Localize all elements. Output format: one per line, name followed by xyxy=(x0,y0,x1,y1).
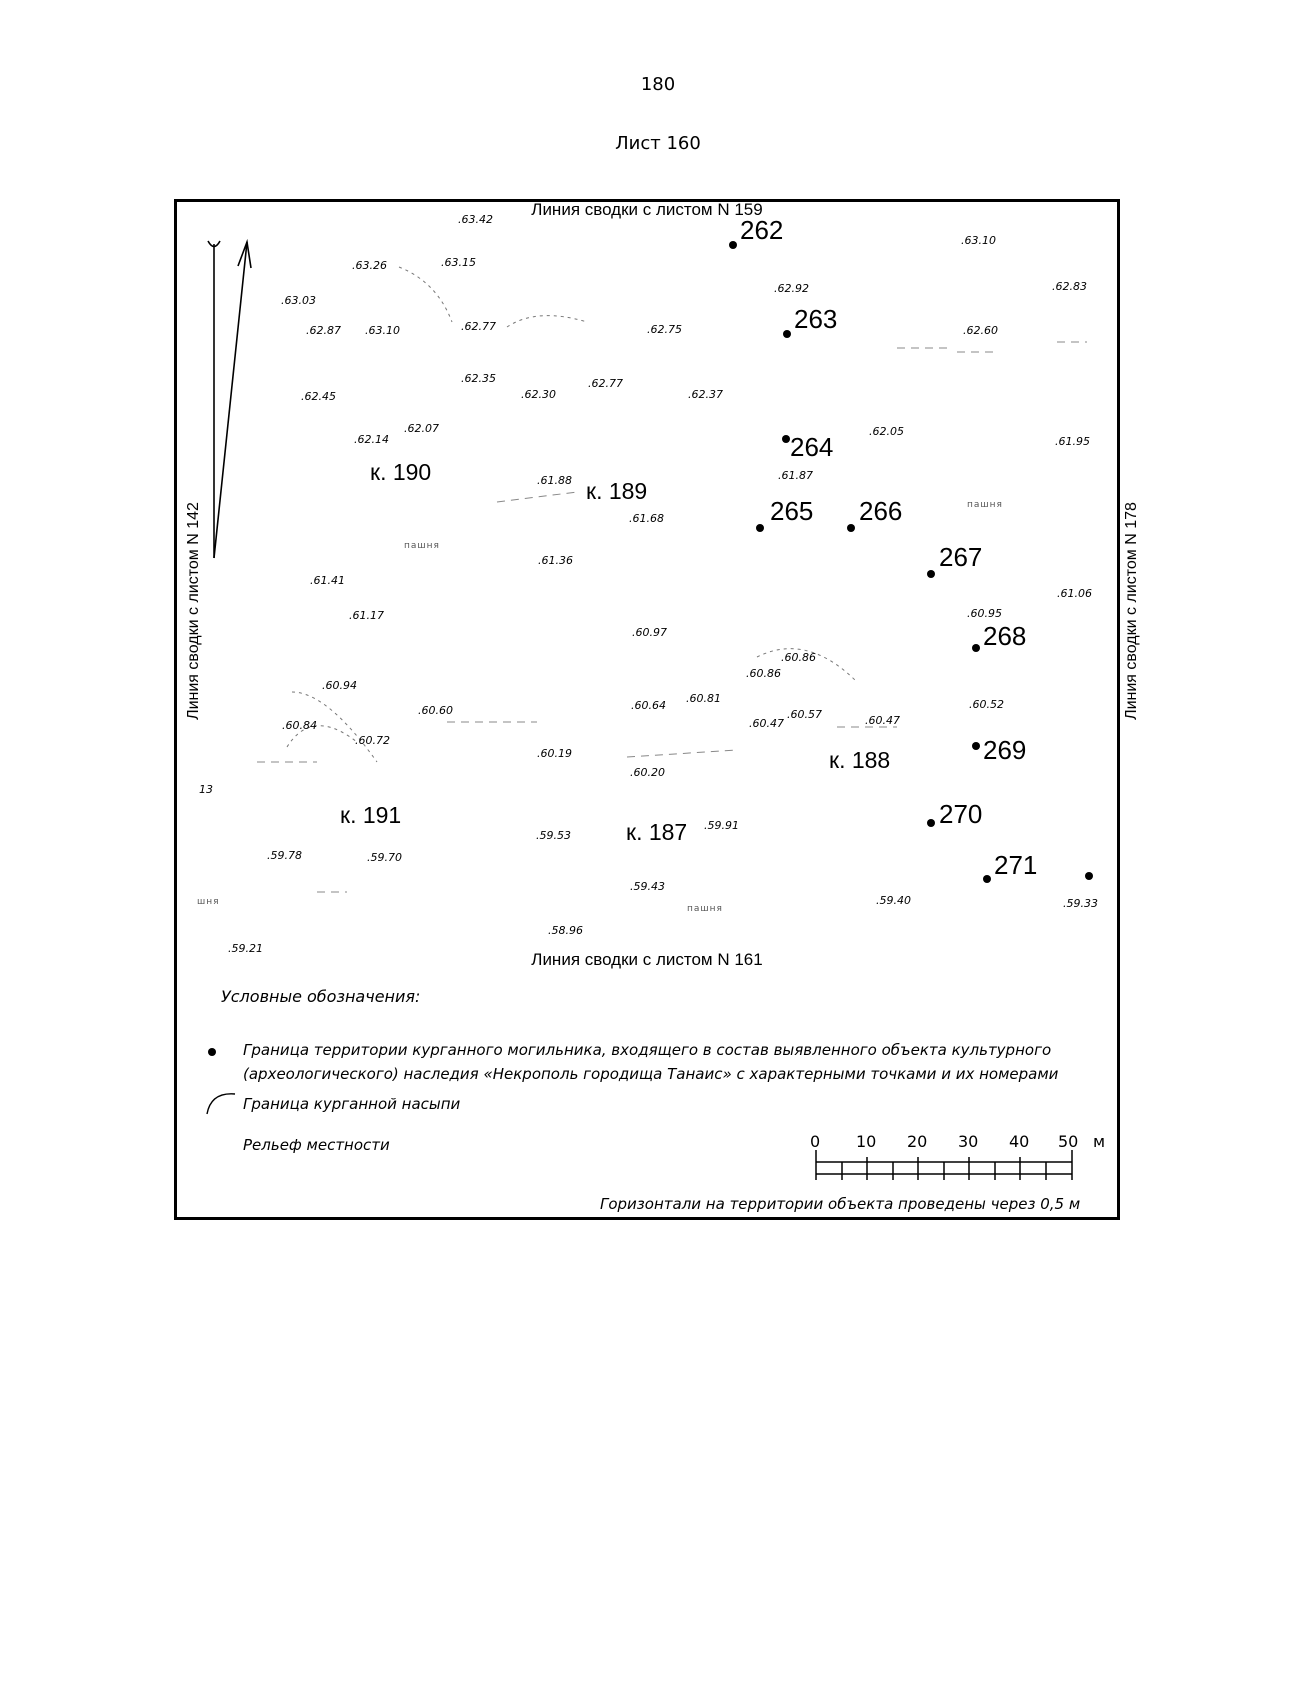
scale-bar xyxy=(816,1150,1072,1180)
elevation-label: .62.75 xyxy=(647,323,682,336)
scale-unit: м xyxy=(1093,1132,1106,1151)
elevation-label: .60.20 xyxy=(630,766,665,779)
elevation-label: .62.35 xyxy=(461,372,496,385)
legend-title: Условные обозначения: xyxy=(221,987,421,1006)
boundary-point-dot xyxy=(972,644,980,652)
scale-label: 40 xyxy=(1009,1132,1030,1151)
elevation-label: .61.88 xyxy=(537,474,572,487)
elevation-label: .60.86 xyxy=(781,651,816,664)
elevation-label: .59.40 xyxy=(876,894,911,907)
legend-mound-symbol-icon xyxy=(207,1094,235,1114)
elevation-label: .61.68 xyxy=(629,512,664,525)
boundary-point-262: 262 xyxy=(740,215,784,245)
border-label-right: Линия сводки с листом N 178 xyxy=(1123,502,1140,720)
boundary-point-266: 266 xyxy=(859,496,903,526)
land-use-label: пашня xyxy=(404,541,440,551)
elevation-label: .62.30 xyxy=(521,388,556,401)
elevation-label: .61.06 xyxy=(1057,587,1092,600)
legend-point-icon xyxy=(208,1048,216,1056)
legend-mound: Граница курганной насыпи xyxy=(243,1095,461,1113)
edge-label: шня xyxy=(197,897,220,907)
scale-label: 30 xyxy=(958,1132,979,1151)
elevation-label: .59.53 xyxy=(536,829,571,842)
border-label-left: Линия сводки с листом N 142 xyxy=(185,502,202,720)
scale-label: 10 xyxy=(856,1132,877,1151)
elevation-label: .63.42 xyxy=(458,213,493,226)
boundary-point-dot xyxy=(983,875,991,883)
elevation-label: .62.37 xyxy=(688,388,723,401)
elevation-label: .61.17 xyxy=(349,609,384,622)
elevation-label: .62.60 xyxy=(963,324,998,337)
elevation-label: .61.87 xyxy=(778,469,813,482)
elevation-label: .63.15 xyxy=(441,256,476,269)
kurgan-label: к. 190 xyxy=(370,459,432,485)
elevation-label: .63.10 xyxy=(365,324,400,337)
scale-label: 50 xyxy=(1058,1132,1079,1151)
elevation-label: .62.83 xyxy=(1052,280,1087,293)
elevation-label: .62.07 xyxy=(404,422,439,435)
land-use-label: пашня xyxy=(967,500,1003,510)
map-frame xyxy=(174,199,1140,1220)
elevation-label: .62.05 xyxy=(869,425,904,438)
elevation-label: .60.81 xyxy=(686,692,721,705)
elevation-label: .62.77 xyxy=(588,377,623,390)
elevation-label: .59.43 xyxy=(630,880,665,893)
legend-boundary-line2: (археологического) наследия «Некрополь городища Танаис» с характерными точками и их номерами xyxy=(243,1065,1059,1083)
elevation-label: .60.47 xyxy=(865,714,900,727)
sheet-title: Лист 160 xyxy=(615,133,701,154)
elevation-label: .59.21 xyxy=(228,942,263,955)
boundary-point-dot xyxy=(927,570,935,578)
north-arrow-icon xyxy=(208,241,251,558)
kurgan-label: к. 191 xyxy=(340,802,402,828)
boundary-point-dot xyxy=(756,524,764,532)
boundary-point-268: 268 xyxy=(983,621,1027,651)
elevation-label: .62.45 xyxy=(301,390,336,403)
land-use-label: пашня xyxy=(687,904,723,914)
elevation-label: .60.72 xyxy=(355,734,390,747)
boundary-point-263: 263 xyxy=(794,304,838,334)
elevation-label: .63.03 xyxy=(281,294,316,307)
elevation-label: .60.60 xyxy=(418,704,453,717)
elevation-label: .60.47 xyxy=(749,717,784,730)
legend-relief: Рельеф местности xyxy=(243,1136,390,1154)
elevation-label: .60.57 xyxy=(787,708,822,721)
elevation-label: .60.86 xyxy=(746,667,781,680)
boundary-point-271: 271 xyxy=(994,850,1038,880)
boundary-point-264: 264 xyxy=(790,432,834,462)
boundary-point-269: 269 xyxy=(983,735,1027,765)
elevation-label: .59.33 xyxy=(1063,897,1098,910)
elevation-label: .61.95 xyxy=(1055,435,1090,448)
elevation-label: .59.91 xyxy=(704,819,739,832)
boundary-point-dot xyxy=(1085,872,1093,880)
edge-label: 13 xyxy=(199,783,213,796)
border-label-top: Линия сводки с листом N 159 xyxy=(531,200,763,219)
elevation-label: .60.95 xyxy=(967,607,1002,620)
boundary-point-dot xyxy=(972,742,980,750)
boundary-point-dot xyxy=(847,524,855,532)
legend-boundary-line1: Граница территории курганного могильника, входящего в состав выявленного объекта культурного xyxy=(243,1041,1052,1059)
elevation-label: .62.14 xyxy=(354,433,389,446)
boundary-point-267: 267 xyxy=(939,542,983,572)
elevation-label: .61.41 xyxy=(310,574,345,587)
elevation-label: .59.78 xyxy=(267,849,302,862)
elevation-label: .60.84 xyxy=(282,719,317,732)
elevation-label: .60.64 xyxy=(631,699,666,712)
elevation-label: .60.19 xyxy=(537,747,572,760)
boundary-point-265: 265 xyxy=(770,496,814,526)
elevation-label: .63.26 xyxy=(352,259,387,272)
elevation-label: .62.92 xyxy=(774,282,809,295)
contour-note: Горизонтали на территории объекта проведены через 0,5 м xyxy=(600,1195,1081,1213)
elevation-label: .61.36 xyxy=(538,554,573,567)
boundary-point-dot xyxy=(927,819,935,827)
boundary-point-270: 270 xyxy=(939,799,983,829)
scale-label: 20 xyxy=(907,1132,928,1151)
boundary-point-dot xyxy=(782,435,790,443)
elevation-label: .62.77 xyxy=(461,320,496,333)
elevation-label: .60.97 xyxy=(632,626,667,639)
elevation-label: .58.96 xyxy=(548,924,583,937)
page-number: 180 xyxy=(640,74,676,95)
kurgan-label: к. 188 xyxy=(829,747,891,773)
scale-label: 0 xyxy=(810,1132,821,1151)
kurgan-label: к. 189 xyxy=(586,478,648,504)
boundary-point-dot xyxy=(729,241,737,249)
kurgan-label: к. 187 xyxy=(626,819,688,845)
border-label-bottom: Линия сводки с листом N 161 xyxy=(531,950,763,969)
elevation-label: .60.94 xyxy=(322,679,357,692)
boundary-point-dot xyxy=(783,330,791,338)
elevation-label: .63.10 xyxy=(961,234,996,247)
elevation-label: .59.70 xyxy=(367,851,402,864)
elevation-label: .60.52 xyxy=(969,698,1004,711)
elevation-label: .62.87 xyxy=(306,324,341,337)
